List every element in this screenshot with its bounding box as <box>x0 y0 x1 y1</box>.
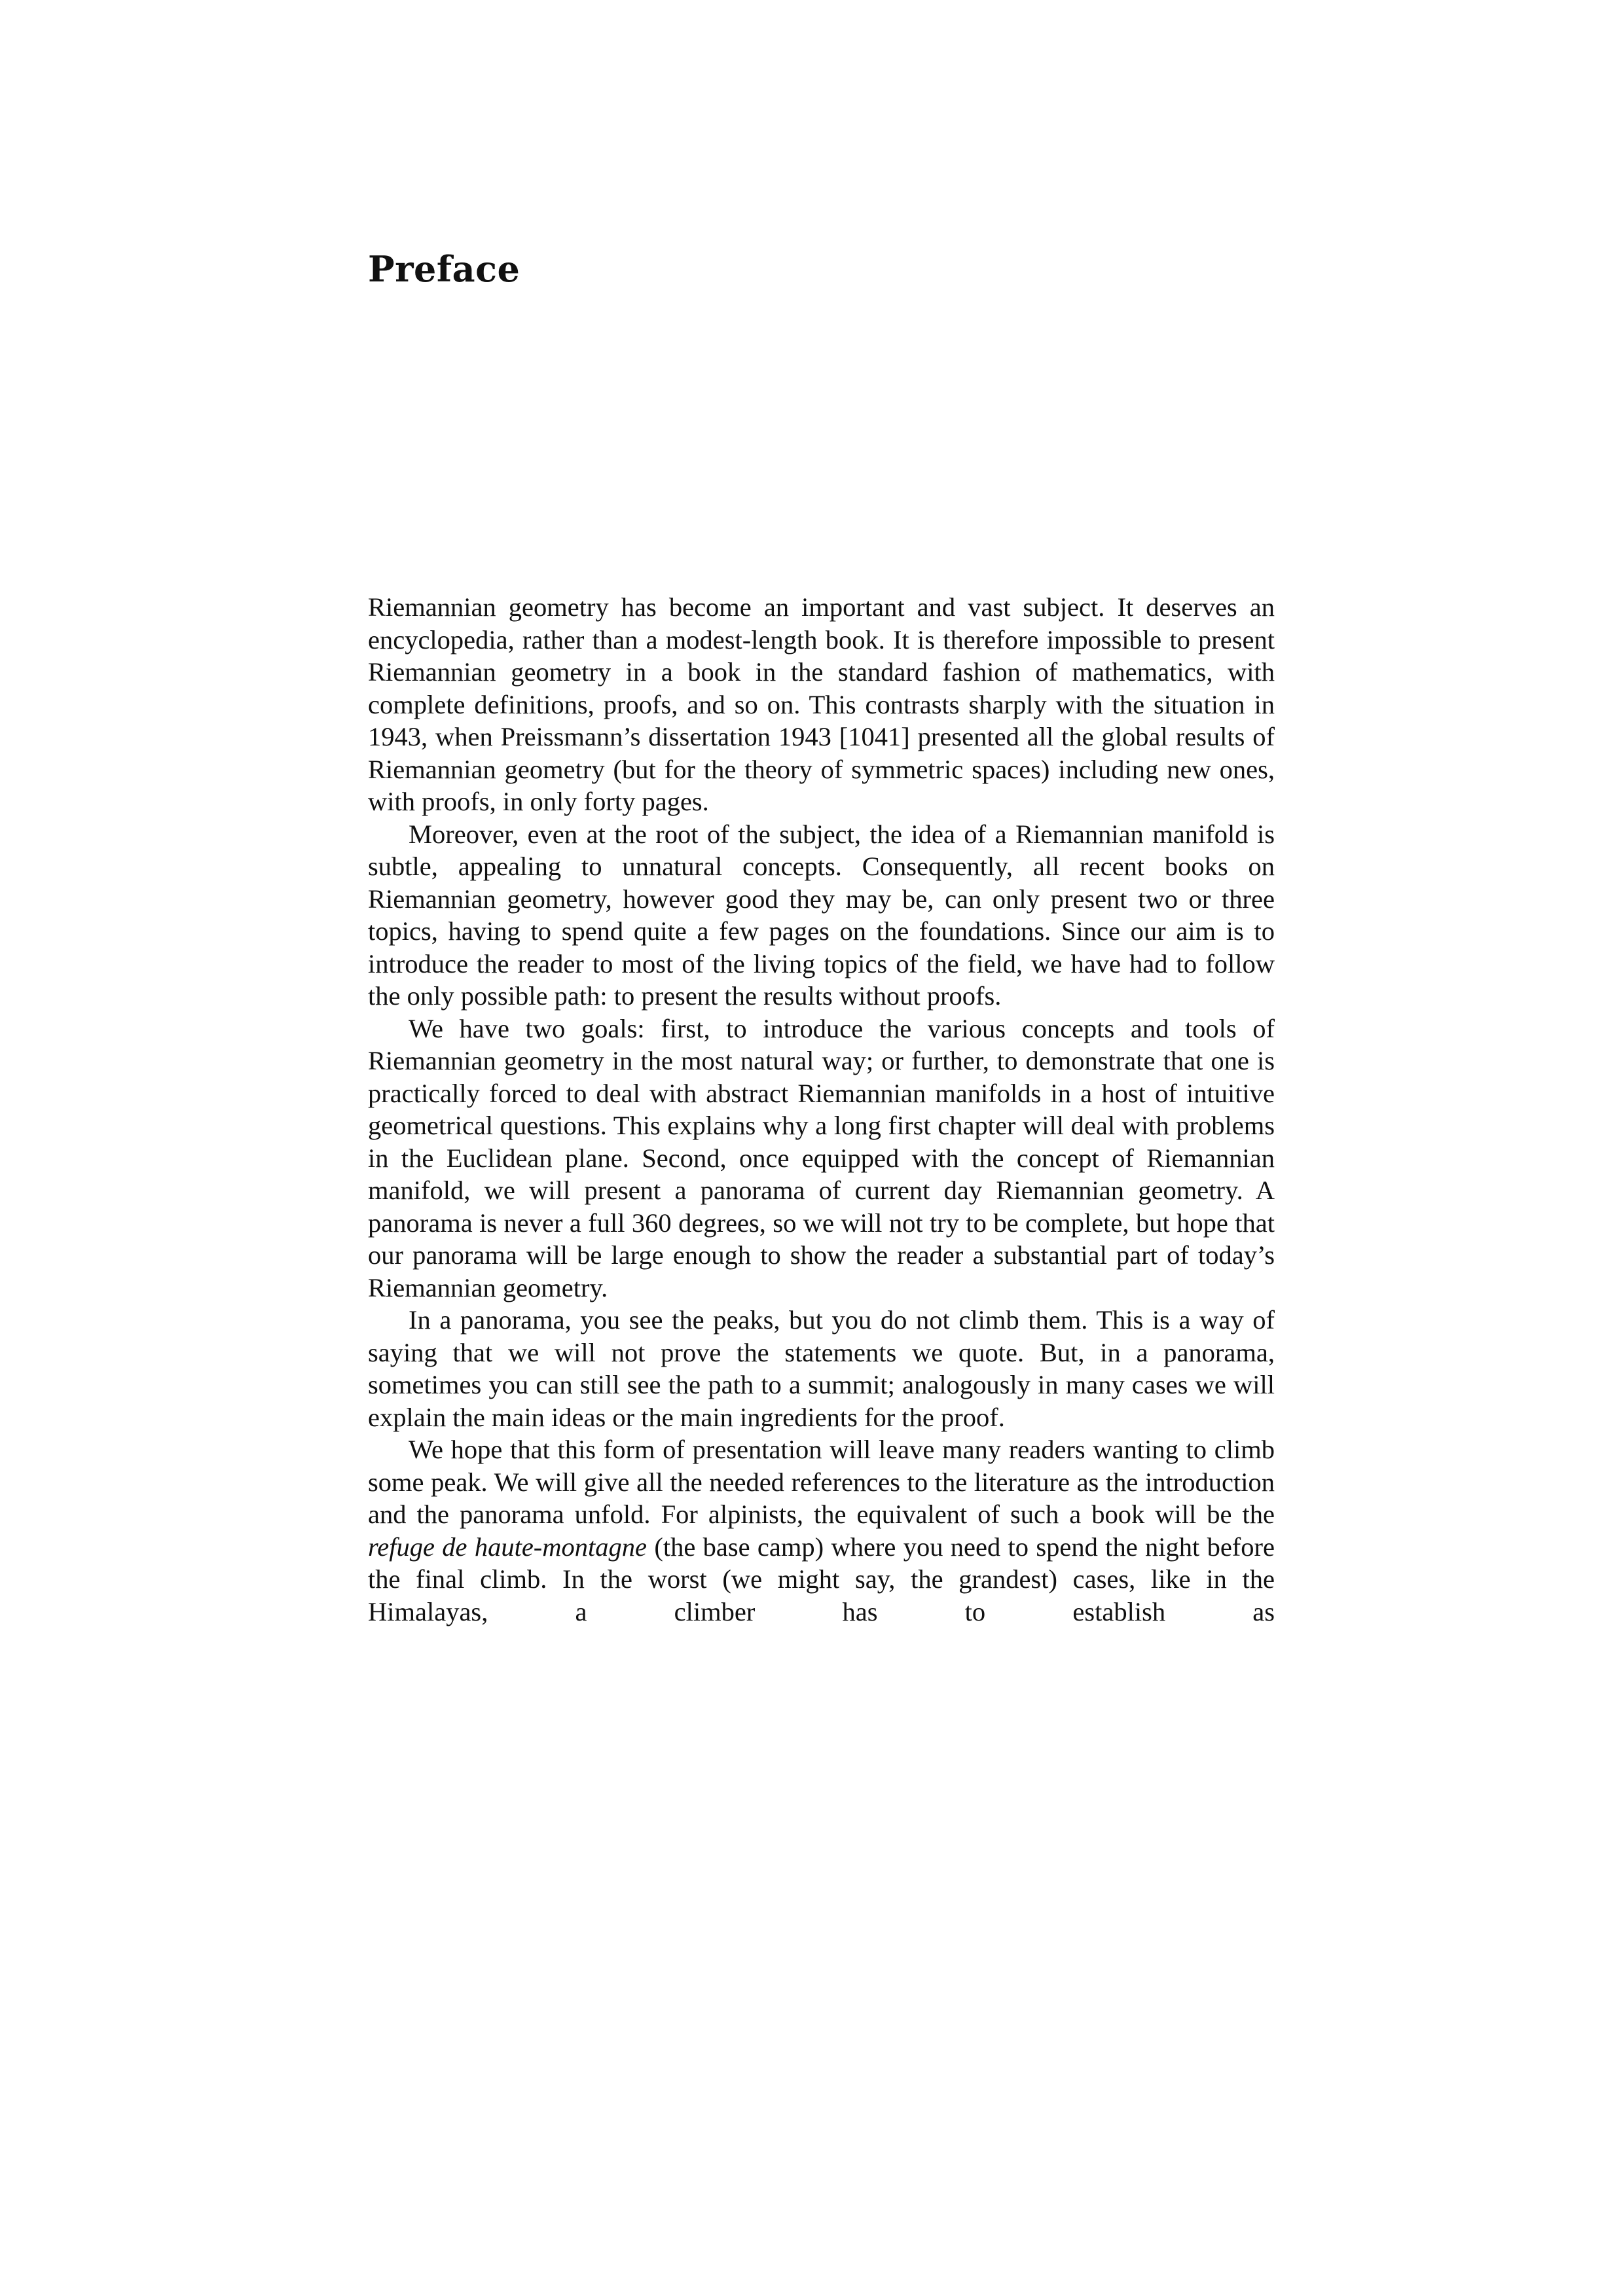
paragraph-3: We have two goals: first, to introduce the various concepts and tools of Riemannian geometry in the most natural way; or further, to demonstrate that one is practically forced to deal with abstract Riemannian manifolds in a host of intuitive geometrical questions. This explains why a long first chapter will deal with problems in the Euclidean plane. Second, once equipped with the concept of Riemannian manifold, we will present a panorama of current day Riemannian geometry. A panorama is never a full 360 degrees, so we will not try to be complete, but hope that our panorama will be large enough to show the reader a substantial part of today’s Riemannian geometry. <box>368 1013 1275 1302</box>
paragraph-5 <box>368 1433 1275 1628</box>
paragraph-2: Moreover, even at the root of the subject, the idea of a Riemannian manifold is subtle, appealing to unnatural concepts. Consequently, all recent books on Riemannian geometry, however good they may be, can only present two or three topics, having to spend quite a few pages on the foundations. Since our aim is to introduce the reader to most of the living topics of the field, we have had to follow the only possible path: to present the results without proofs. <box>368 819 1275 1011</box>
chapter-title: Preface <box>368 248 520 290</box>
paragraph-4: In a panorama, you see the peaks, but you do not climb them. This is a way of saying that we will not prove the statements we quote. But, in a panorama, sometimes you can still see the path to a summit; analogously in many cases we will explain the main ideas or the main ingredients for the proof. <box>368 1305 1275 1432</box>
paragraph-1: Riemannian geometry has become an important and vast subject. It deserves an encyclopedia, rather than a modest-length book. It is therefore impossible to present Riemannian geometry in a book in the standard fashion of mathematics, with complete definitions, proofs, and so on. This contrasts sharply with the situation in 1943, when Preissmann’s dissertation 1943 [1041] presented all the global results of Riemannian geometry (but for the theory of symmetric spaces) including new ones, with proofs, in only forty pages. <box>368 592 1275 816</box>
paragraph-5-italic-phrase: refuge de haute-montagne <box>368 1532 647 1562</box>
preface-body <box>368 591 1275 1628</box>
paragraph-5-text-before: We hope that this form of presentation will leave many readers wanting to climb some peak. We will give all the needed references to the literature as the introduction and the panorama unfold. For alpinists, the equivalent of such a book will be the <box>368 1435 1275 1529</box>
paragraph-5-text-after: (the base camp) where you need to spend the night before the final climb. In the worst (we might say, the grandest) cases, like in the Himalayas, a climber has to establish as <box>368 1532 1275 1626</box>
